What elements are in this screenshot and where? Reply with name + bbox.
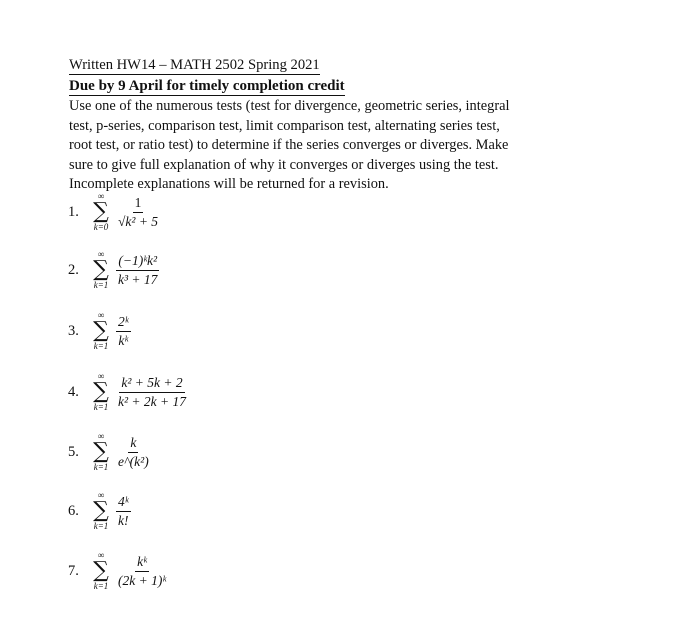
- numerator: 1: [133, 195, 144, 213]
- numerator: k² + 5k + 2: [119, 375, 184, 393]
- sum-upper: ∞: [97, 490, 105, 500]
- numerator: 4ᵏ: [116, 494, 131, 512]
- numerator: 2ᵏ: [116, 314, 131, 332]
- problem-2: [68, 250, 159, 290]
- numerator: (−1)ᵏk²: [116, 253, 159, 271]
- sum-upper: ∞: [97, 371, 105, 381]
- sum-lower: k=1: [93, 462, 109, 472]
- sigma-icon: ∑: [93, 439, 109, 464]
- sum-lower: k=0: [93, 222, 109, 232]
- problem-3: [68, 311, 131, 351]
- sum-lower: k=1: [93, 341, 109, 351]
- sigma-icon: ∑: [93, 318, 109, 343]
- denominator: e^(k²): [118, 453, 149, 469]
- problem-number: 1.: [68, 203, 79, 220]
- sum-lower: k=1: [93, 581, 109, 591]
- sum-upper: ∞: [97, 550, 105, 560]
- summation: [88, 250, 114, 290]
- instructions-line: sure to give full explanation of why it converges or diverges using the test.: [69, 156, 499, 173]
- summation: [88, 311, 114, 351]
- numerator: kᵏ: [135, 554, 149, 572]
- sum-upper: ∞: [97, 431, 105, 441]
- summation: [88, 192, 114, 232]
- sigma-icon: ∑: [93, 199, 109, 224]
- sum-lower: k=1: [93, 280, 109, 290]
- denominator: k² + 2k + 17: [118, 393, 187, 409]
- summation: [88, 432, 114, 472]
- sum-upper: ∞: [97, 249, 105, 259]
- sum-upper: ∞: [97, 191, 105, 201]
- sum-lower: k=1: [93, 402, 109, 412]
- instructions: [69, 97, 587, 195]
- instructions-line: Incomplete explanations will be returned for a revision.: [69, 176, 389, 193]
- denominator: kᵏ: [118, 332, 129, 348]
- sigma-icon: ∑: [93, 558, 109, 583]
- problem-5: [68, 432, 151, 472]
- denominator: √k² + 5: [118, 213, 159, 229]
- sum-upper: ∞: [97, 310, 105, 320]
- sigma-icon: ∑: [93, 498, 109, 523]
- problem-number: 6.: [68, 502, 79, 519]
- fraction: [116, 314, 131, 349]
- summation: [88, 491, 114, 531]
- problem-number: 4.: [68, 383, 79, 400]
- header: [69, 54, 589, 195]
- summation: [88, 372, 114, 412]
- due-line: Due by 9 April for timely completion credit: [69, 78, 345, 94]
- course-line: Written HW14 – MATH 2502 Spring 2021: [69, 57, 320, 73]
- instructions-line: test, p-series, comparison test, limit comparison test, alternating series test,: [69, 117, 500, 134]
- fraction: [116, 554, 168, 589]
- problem-1: [68, 192, 160, 232]
- numerator: k: [128, 435, 138, 453]
- problem-number: 2.: [68, 261, 79, 278]
- instructions-line: root test, or ratio test) to determine if the series converges or diverges. Make: [69, 137, 509, 154]
- denominator: (2k + 1)ᵏ: [118, 572, 167, 588]
- denominator: k³ + 17: [118, 271, 158, 287]
- problem-4: [68, 372, 188, 412]
- fraction: [116, 375, 188, 410]
- problem-number: 5.: [68, 443, 79, 460]
- fraction: [116, 494, 131, 529]
- sum-lower: k=1: [93, 521, 109, 531]
- sigma-icon: ∑: [93, 379, 109, 404]
- sigma-icon: ∑: [93, 257, 109, 282]
- fraction: [116, 195, 160, 230]
- problem-number: 7.: [68, 562, 79, 579]
- fraction: [116, 435, 151, 470]
- summation: [88, 551, 114, 591]
- problem-6: [68, 491, 131, 531]
- denominator: k!: [118, 512, 129, 528]
- fraction: [116, 253, 159, 288]
- problem-7: [68, 551, 168, 591]
- instructions-line: Use one of the numerous tests (test for divergence, geometric series, integral: [69, 98, 510, 114]
- problem-number: 3.: [68, 322, 79, 339]
